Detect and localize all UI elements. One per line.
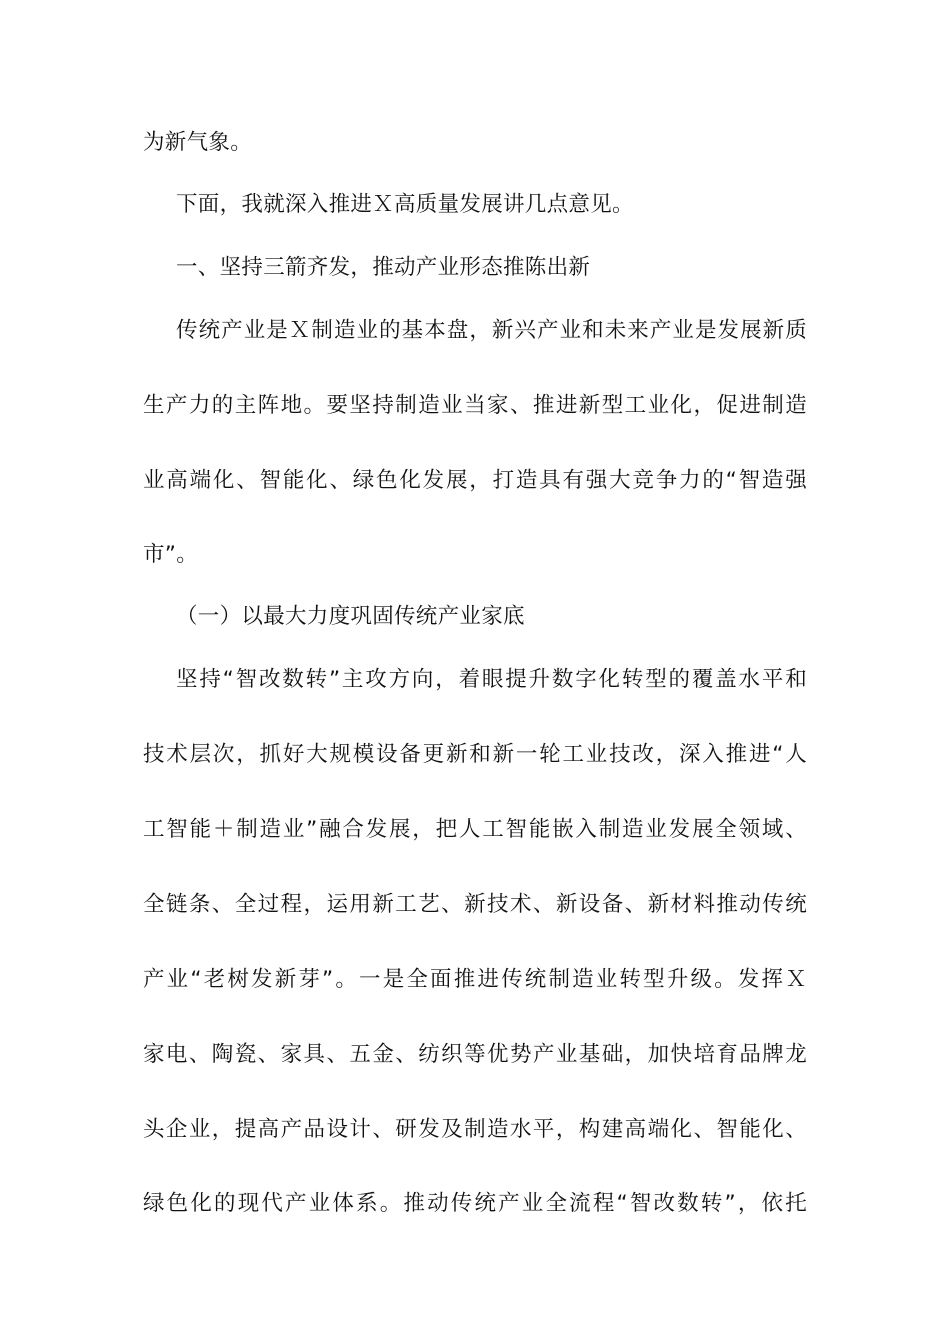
text-line: 坚持“智改数转”主攻方向，着眼提升数字化转型的覆盖水平和 bbox=[176, 667, 807, 692]
text-line: 一、坚持三箭齐发，推动产业形态推陈出新 bbox=[176, 255, 591, 280]
text-line: 市”。 bbox=[143, 542, 199, 567]
text-line: 工智能＋制造业”融合发展，把人工智能嵌入制造业发展全领域、 bbox=[143, 817, 807, 842]
text-line: 产业“老树发新芽”。一是全面推进传统制造业转型升级。发挥Ｘ bbox=[143, 967, 807, 992]
text-line: 下面，我就深入推进Ｘ高质量发展讲几点意见。 bbox=[176, 192, 634, 217]
text-line: 业高端化、智能化、绿色化发展，打造具有强大竞争力的“智造强 bbox=[143, 468, 807, 493]
text-line: 技术层次，抓好大规模设备更新和新一轮工业技改，深入推进“人 bbox=[143, 742, 807, 767]
text-line: 绿色化的现代产业体系。推动传统产业全流程“智改数转”，依托 bbox=[143, 1191, 807, 1216]
text-line: 全链条、全过程，运用新工艺、新技术、新设备、新材料推动传统 bbox=[143, 892, 807, 917]
text-line: 为新气象。 bbox=[143, 130, 253, 155]
text-line: 生产力的主阵地。要坚持制造业当家、推进新型工业化，促进制造 bbox=[143, 393, 807, 418]
text-line: 头企业，提高产品设计、研发及制造水平，构建高端化、智能化、 bbox=[143, 1117, 807, 1142]
text-line: （一）以最大力度巩固传统产业家底 bbox=[176, 604, 525, 629]
text-line: 家电、陶瓷、家具、五金、纺织等优势产业基础，加快培育品牌龙 bbox=[143, 1042, 807, 1067]
text-line: 传统产业是Ｘ制造业的基本盘，新兴产业和未来产业是发展新质 bbox=[176, 318, 807, 343]
